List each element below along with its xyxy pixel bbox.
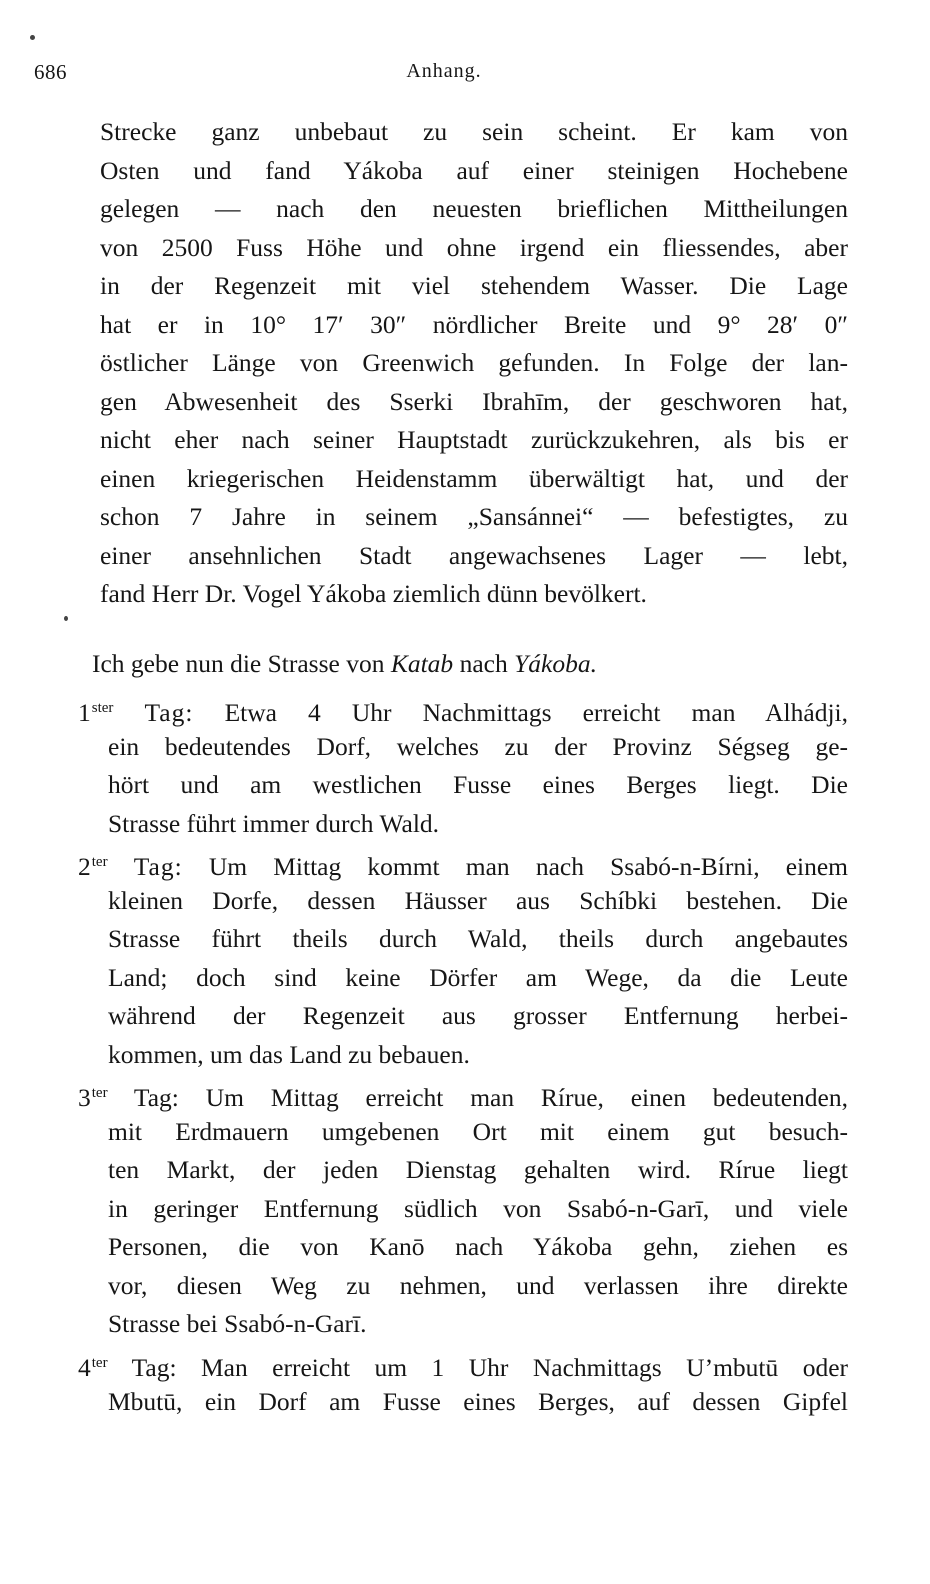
text-line: östlicher Länge von Greenwich gefunden. In Folge der lan-	[100, 348, 848, 377]
day-entry-1	[78, 689, 848, 843]
day-label: $4^{ter}$ Tag:	[78, 1353, 177, 1382]
running-head: Anhang.	[406, 60, 482, 82]
text-line: Mbutū, ein Dorf am Fusse eines Berges, auf dessen Gipfel	[108, 1386, 848, 1416]
text-line: $2^{ter}$ Tag: Um Mittag kommt man nach Ssabó-n-Bírni, einem	[78, 852, 849, 881]
text-line: fand Herr Dr. Vogel Yákoba ziemlich dünn bevölkert.	[100, 579, 647, 608]
place-from: Katab	[390, 649, 454, 678]
text-line: kleinen Dorfe, dessen Häusser aus Schíbki bestehen. Die	[108, 885, 848, 915]
text-line: Strasse bei Ssabó-n-Garī.	[108, 1309, 367, 1338]
page-header	[34, 60, 854, 90]
day-entry-2	[78, 843, 848, 1074]
text-line: hört und am westlichen Fusse eines Berges liegt. Die	[108, 770, 848, 799]
day-entry-4	[78, 1344, 848, 1421]
text-line: während der Regenzeit aus grosser Entfernung herbei-	[108, 1001, 848, 1030]
text-line: Strasse führt immer durch Wald.	[108, 808, 440, 838]
text-line: in der Regenzeit mit viel stehendem Wasser. Die Lage	[100, 271, 848, 300]
route-intro	[92, 645, 597, 684]
text-line: Land; doch sind keine Dörfer am Wege, da die Leute	[108, 962, 848, 992]
text-line: vor, diesen Weg zu nehmen, und verlassen ihre direkte	[108, 1270, 848, 1300]
text-line: $1^{ster}$ Tag: Etwa 4 Uhr Nachmittags erreicht man Alhádji,	[78, 698, 849, 727]
print-speck	[64, 616, 68, 621]
text-line: hat er in 10° 17′ 30″ nördlicher Breite und 9° 28′ 0″	[100, 309, 848, 339]
text-line: kommen, um das Land zu bebauen.	[108, 1039, 470, 1069]
text-line: Strecke ganz unbebaut zu sein scheint. Er kam von	[100, 117, 848, 146]
day-label: $1^{ster}$ Tag:	[78, 698, 194, 727]
print-speck	[30, 35, 35, 40]
text-line: von 2500 Fuss Höhe und ohne irgend ein fliessendes, aber	[100, 232, 848, 262]
text-line: Osten und fand Yákoba auf einer steinigen Hochebene	[100, 155, 848, 185]
text-line: ten Markt, der jeden Dienstag gehalten wird. Rírue liegt	[108, 1155, 848, 1184]
intro-text: Ich gebe nun die Strasse von	[92, 649, 391, 678]
text-line: $4^{ter}$ Tag: Man erreicht um 1 Uhr Nachmittags U’mbutū oder	[78, 1353, 849, 1382]
text-line: nicht eher nach seiner Hauptstadt zurückzukehren, als bis er	[100, 425, 848, 454]
day-entry-3	[78, 1074, 848, 1344]
day-label: $2^{ter}$ Tag:	[78, 852, 183, 881]
place-to: Yákoba.	[514, 649, 597, 678]
day-label: $3^{ter}$ Tag:	[78, 1083, 179, 1112]
text-line: in geringer Entfernung südlich von Ssabó-n-Garī, und viele	[108, 1193, 848, 1223]
text-line: schon 7 Jahre in seinem „Sansánnei“ — befestigtes, zu	[100, 502, 848, 531]
text-line: einen kriegerischen Heidenstamm überwältigt hat, und der	[100, 463, 848, 493]
text-line: einer ansehnlichen Stadt angewachsenes Lager — lebt,	[100, 540, 848, 570]
text-line: gen Abwesenheit des Sserki Ibrahīm, der geschworen hat,	[100, 386, 848, 416]
paragraph-vogel-report	[100, 113, 848, 614]
text-line: ein bedeutendes Dorf, welches zu der Provinz Ségseg ge-	[108, 731, 848, 761]
text-line: mit Erdmauern umgebenen Ort mit einem gut besuch-	[108, 1116, 848, 1146]
intro-text: nach	[453, 649, 515, 678]
text-line: gelegen — nach den neuesten brieflichen Mittheilungen	[100, 194, 848, 223]
page-number: 686	[34, 60, 67, 84]
text-line: $3^{ter}$ Tag: Um Mittag erreicht man Rírue, einen bedeutenden,	[78, 1083, 848, 1112]
text-line: Strasse führt theils durch Wald, theils durch angebautes	[108, 924, 848, 953]
text-line: Personen, die von Kanō nach Yákoba gehn, ziehen es	[108, 1232, 848, 1261]
